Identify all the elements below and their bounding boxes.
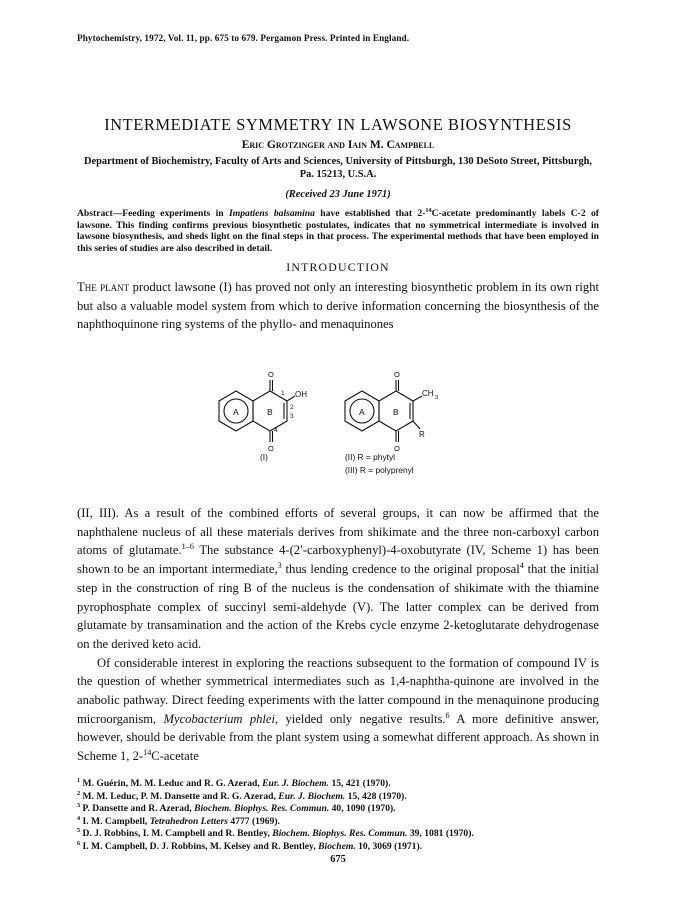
article-title: INTERMEDIATE SYMMETRY IN LAWSONE BIOSYNTHESIS bbox=[104, 115, 572, 134]
fn-rest-6: 10, 3069 (1971). bbox=[355, 840, 423, 852]
ring-b-label-1: B bbox=[267, 407, 273, 417]
r-bond bbox=[413, 421, 420, 429]
body-text bbox=[77, 504, 599, 766]
footnote-1 bbox=[77, 778, 599, 791]
fn-rest-3: 40, 1090 (1970). bbox=[329, 803, 396, 815]
p1-ref1: 1–6 bbox=[181, 542, 194, 552]
pos-3: 3 bbox=[290, 413, 294, 420]
label-compound-1: (I) bbox=[260, 452, 268, 462]
intro-lead: The plant bbox=[77, 280, 130, 294]
abstract-species: Impatiens balsamina bbox=[229, 208, 315, 219]
footnote-4 bbox=[77, 816, 599, 829]
abstract-text-b: have established that 2- bbox=[314, 208, 426, 219]
fn-num-3: 3 bbox=[77, 802, 81, 809]
fn-num-2: 2 bbox=[77, 789, 81, 797]
running-header: Phytochemistry, 1972, Vol. 11, pp. 675 to 679. Pergamon Press. Printed in England. bbox=[77, 33, 410, 43]
fn-rest-2: 15, 428 (1970). bbox=[345, 790, 407, 802]
p2-t2: , yielded only negative results. bbox=[275, 711, 446, 726]
pos-1: 1 bbox=[281, 390, 285, 397]
fn-num-1: 1 bbox=[77, 776, 81, 784]
fn-rest-4: 4777 (1969). bbox=[227, 815, 280, 827]
fn-num-6: 6 bbox=[77, 839, 81, 847]
footnote-6 bbox=[77, 841, 599, 854]
abstract-text-a: —Feeding experiments in bbox=[112, 208, 230, 219]
label-compound-3: (III) R = polyprenyl bbox=[345, 465, 414, 475]
p1-t1: (II, III). As a result of the combined efforts of several groups, it can now be affirmed that the naphthalene nucleus of all these materials derives from shikimate and the three non-carboxyl carbon atoms of glutamate. bbox=[77, 506, 599, 558]
fn-text-6: I. M. Campbell, D. J. Robbins, M. Kelsey and R. Bentley, bbox=[80, 840, 319, 852]
footnote-2 bbox=[77, 791, 599, 804]
fn-journal-1: Eur. J. Biochem. bbox=[262, 778, 330, 789]
footnote-5 bbox=[77, 828, 599, 841]
section-heading: INTRODUCTION bbox=[286, 260, 390, 274]
oh-group: OH bbox=[295, 390, 307, 399]
fn-text-1: M. Guérin, M. M. Leduc and R. G. Azerad, bbox=[80, 778, 263, 789]
intro-paragraph bbox=[77, 278, 599, 334]
methyl-subscript: 3 bbox=[435, 395, 439, 401]
p1-t4: that the initial step in the construction of ring B of the nucleus is the condensation of shikimate with the thiamine pyrophosphate complex of succinyl semi-aldehyde (V). The latter complex can be derived from glutamate by transamination and the action of the Krebs cycle enzyme 2-ketoglutarate dehydrogenase on the derived keto acid. bbox=[77, 562, 599, 651]
r-group: R bbox=[419, 430, 425, 439]
fn-text-3: P. Dansette and R. Azerad, bbox=[80, 803, 195, 815]
p2-t3: A more definitive answer, however, should be derivable from the plant system using a somewhat different approach. As shown in Scheme 1, 2- bbox=[77, 711, 599, 764]
fn-journal-3: Biochem. Biophys. Res. Commun. bbox=[194, 803, 330, 815]
abstract bbox=[77, 208, 599, 254]
pos-4: 4 bbox=[274, 427, 278, 434]
received-date bbox=[0, 189, 676, 200]
footnotes bbox=[77, 778, 599, 854]
abstract-isotope: 14 bbox=[425, 206, 432, 214]
paragraph-2 bbox=[77, 654, 599, 766]
fn-text-2: M. M. Leduc, P. M. Dansette and R. G. Azerad, bbox=[80, 790, 279, 802]
o-bot-2: O bbox=[394, 444, 400, 453]
fn-journal-4: Tetrahedron Letters bbox=[149, 815, 228, 827]
p2-isotope: 14 bbox=[143, 747, 152, 757]
intro-text: product lawsone (I) has proved not only an interesting biosynthetic problem in its own right but also a valuable model system from which to derive information concerning the biosynthesis of the naphthoquinone ring systems of the phyllo- and menaquinones bbox=[77, 280, 599, 332]
received-text: (Received 23 June 1971) bbox=[285, 189, 391, 200]
o-top-2: O bbox=[394, 370, 400, 379]
fn-num-5: 5 bbox=[77, 827, 81, 835]
methyl-group: CH bbox=[422, 389, 434, 398]
o-top-1: O bbox=[268, 370, 274, 379]
p1-ref3: 4 bbox=[519, 560, 524, 570]
affiliation: Department of Biochemistry, Faculty of Arts and Sciences, University of Pittsburgh, 130 DeSoto Street, Pittsburgh, Pa. 15213, U.S.A. bbox=[83, 156, 593, 180]
p2-organism: Mycobacterium phlei bbox=[163, 711, 276, 726]
fn-text-4: I. M. Campbell, bbox=[80, 815, 150, 827]
fn-journal-6: Biochem. bbox=[318, 840, 356, 852]
paragraph-1 bbox=[77, 504, 599, 654]
p2-ref: 6 bbox=[445, 710, 450, 720]
oh-bond bbox=[287, 396, 295, 401]
fn-journal-2: Eur. J. Biochem. bbox=[278, 790, 346, 802]
methyl-bond bbox=[413, 396, 422, 401]
pos-2: 2 bbox=[290, 404, 294, 411]
ring-a-label-2: A bbox=[359, 407, 365, 417]
p2-t4: C-acetate bbox=[151, 749, 199, 764]
fn-journal-5: Biochem. Biophys. Res. Commun. bbox=[272, 828, 408, 840]
abstract-text-c: C-acetate predominantly labels C-2 of lawsone. This finding confirms previous biosynthetic postulates, indicates that no symmetrical intermediate is involved in lawsone biosynthesis, and sheds light on the final steps in that process. The experimental methods that have been employed in this series of studies are also described in detail. bbox=[77, 208, 599, 254]
p1-t3: thus lending credence to the original proposal bbox=[281, 562, 520, 577]
label-compound-2: (II) R = phytyl bbox=[345, 452, 396, 462]
ring-a-label-1: A bbox=[233, 407, 239, 417]
footnote-3 bbox=[77, 803, 599, 816]
p2-t1: Of considerable interest in exploring the reactions subsequent to the formation of compound IV is the question of whether symmetrical intermediates such as 1,4-naphtha-quinone are involved in the anabolic pathway. Direct feeding experiments with the latter compound in the menaquinone producing microorganism, bbox=[77, 655, 599, 726]
p1-ref2: 3 bbox=[277, 560, 282, 570]
ring-b-label-2: B bbox=[393, 407, 399, 417]
page-number: 675 bbox=[330, 854, 346, 865]
fn-text-5: D. J. Robbins, I. M. Campbell and R. Bentley, bbox=[80, 828, 273, 840]
fn-rest-1: 15, 421 (1970). bbox=[329, 778, 391, 789]
o-bot-1: O bbox=[268, 444, 274, 453]
fn-rest-5: 39, 1081 (1970). bbox=[407, 828, 474, 840]
abstract-label: Abstract bbox=[77, 208, 113, 219]
p1-t2: The substance 4-(2′-carboxyphenyl)-4-oxobutyrate (IV, Scheme 1) has been shown to be an important intermediate, bbox=[77, 543, 599, 577]
authors: Eric Grotzinger and Iain M. Campbell bbox=[241, 139, 435, 151]
fn-num-4: 4 bbox=[77, 814, 81, 822]
